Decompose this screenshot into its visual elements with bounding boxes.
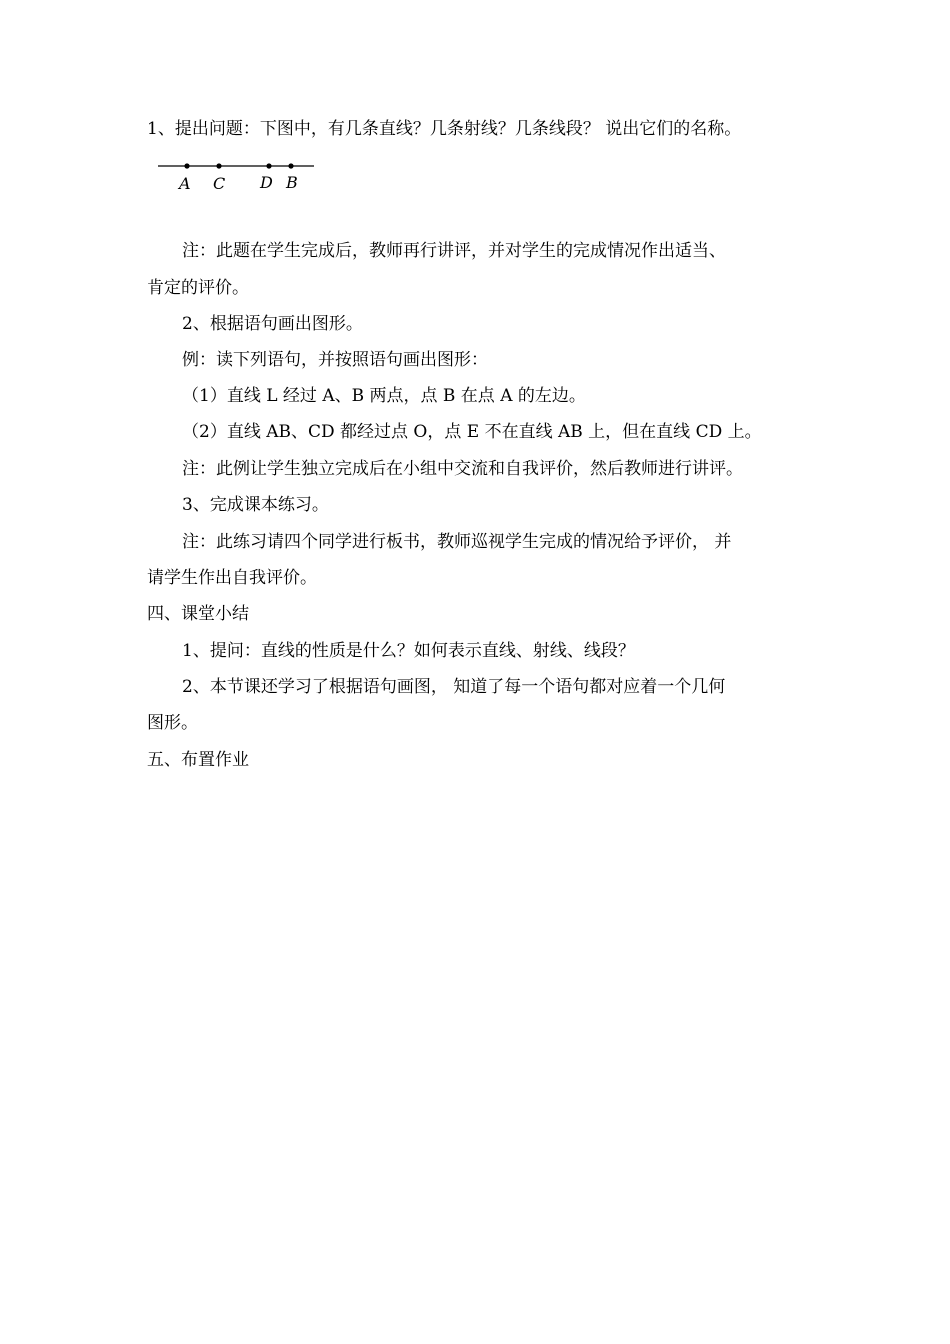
question-3: 3、完成课本练习。 <box>182 495 329 515</box>
summary-item-1: 1、提问：直线的性质是什么？如何表示直线、射线、线段？ <box>182 641 635 661</box>
note-3-line-2: 请学生作出自我评价。 <box>147 568 317 588</box>
point-b-dot <box>288 163 293 168</box>
line-figure <box>150 150 330 200</box>
point-d-label: D <box>260 173 273 192</box>
example-item-1: （1）直线 L 经过 A、B 两点，点 B 在点 A 的左边。 <box>182 386 586 406</box>
question-2: 2、根据语句画出图形。 <box>182 314 363 334</box>
summary-item-2-line-2: 图形。 <box>147 713 198 733</box>
point-a-label: A <box>179 174 191 193</box>
example-item-2: （2）直线 AB、CD 都经过点 O，点 E 不在直线 AB 上，但在直线 CD 上。 <box>182 422 762 442</box>
note-1-line-2: 肯定的评价。 <box>147 278 249 298</box>
section-5-heading: 五、布置作业 <box>147 750 249 770</box>
section-4-heading: 四、课堂小结 <box>147 604 249 624</box>
point-c-dot <box>216 163 221 168</box>
note-3-line-1: 注：此练习请四个同学进行板书，教师巡视学生完成的情况给予评价， 并 <box>182 532 732 552</box>
line-diagram <box>150 150 330 200</box>
point-c-label: C <box>213 174 226 193</box>
note-1-line-1: 注：此题在学生完成后，教师再行讲评，并对学生的完成情况作出适当、 <box>182 241 726 261</box>
point-d-dot <box>266 163 271 168</box>
point-a-dot <box>184 163 189 168</box>
note-2: 注：此例让学生独立完成后在小组中交流和自我评价，然后教师进行讲评。 <box>182 459 743 479</box>
point-b-label: B <box>286 173 298 192</box>
question-1: 1、提出问题：下图中，有几条直线？几条射线？几条线段？ 说出它们的名称。 <box>147 119 742 139</box>
example-intro: 例：读下列语句，并按照语句画出图形： <box>182 350 488 370</box>
summary-item-2-line-1: 2、本节课还学习了根据语句画图， 知道了每一个语句都对应着一个几何 <box>182 677 726 697</box>
